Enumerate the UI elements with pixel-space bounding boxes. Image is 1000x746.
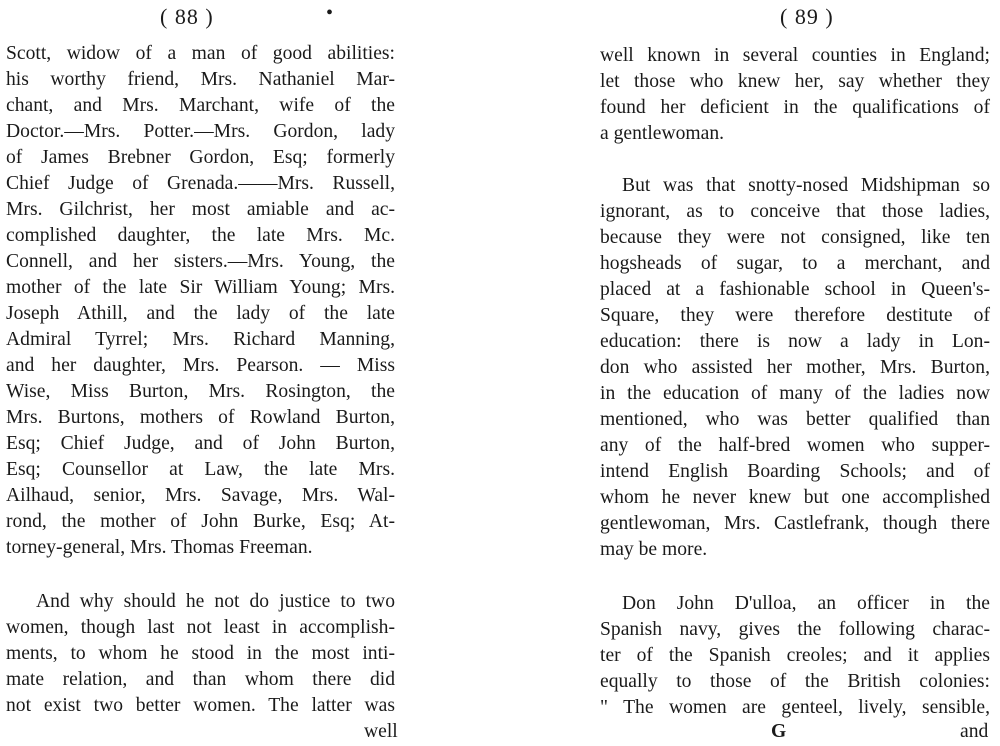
text-line: Esq; Chief Judge, and of John Burton, [6,433,395,454]
catchword-left: well [364,721,398,742]
text-line: mentioned, who was better qualified than [600,409,990,430]
text-line: Spanish navy, gives the following charac- [600,619,990,640]
text-line: education: there is now a lady in Lon- [600,331,990,352]
text-line: don who assisted her mother, Mrs. Burton, [600,357,990,378]
text-line: ter of the Spanish creoles; and it applies [600,645,990,666]
signature-mark: G [771,721,787,742]
text-line: But was that snotty-nosed Midshipman so [622,175,990,196]
text-line: well known in several counties in England; [600,45,990,66]
text-line: And why should he not do justice to two [36,591,395,612]
text-line: placed at a fashionable school in Queen's- [600,279,990,300]
text-line: Admiral Tyrrel; Mrs. Richard Manning, [6,329,395,350]
text-line: let those who knew her, say whether they [600,71,990,92]
text-line: his worthy friend, Mrs. Nathaniel Mar- [6,69,395,90]
text-line: gentlewoman, Mrs. Castlefrank, though there [600,513,990,534]
text-line: women, though last not least in accomplish- [6,617,395,638]
text-line: ignorant, as to conceive that those ladies, [600,201,990,222]
text-line: may be more. [600,539,708,560]
catchword-right: and [960,721,989,742]
text-line: a gentlewoman. [600,123,725,144]
text-line: Mrs. Burtons, mothers of Rowland Burton, [6,407,395,428]
text-line: Doctor.—Mrs. Potter.—Mrs. Gordon, lady [6,121,395,142]
ink-dot: • [326,2,334,24]
page-number-left: ( 88 ) [160,4,214,29]
text-line: rond, the mother of John Burke, Esq; At- [6,511,395,532]
right-page [500,0,1000,746]
text-line: not exist two better women. The latter was [6,695,395,716]
text-line: chant, and Mrs. Marchant, wife of the [6,95,395,116]
text-line: any of the half-bred women who supper- [600,435,990,456]
text-line: Square, they were therefore destitute of [600,305,990,326]
text-line: Mrs. Gilchrist, her most amiable and ac- [6,199,395,220]
text-line: found her deficient in the qualifications of [600,97,990,118]
text-line: Wise, Miss Burton, Mrs. Rosington, the [6,381,395,402]
text-line: whom he never knew but one accomplished [600,487,990,508]
text-line: Scott, widow of a man of good abilities: [6,43,395,64]
text-line: Esq; Counsellor at Law, the late Mrs. [6,459,395,480]
text-line: " The women are genteel, lively, sensible, [600,697,990,718]
text-line: Ailhaud, senior, Mrs. Savage, Mrs. Wal- [6,485,395,506]
text-line: and her daughter, Mrs. Pearson. — Miss [6,355,395,376]
text-line: Chief Judge of Grenada.——Mrs. Russell, [6,173,395,194]
text-line: mate relation, and than whom there did [6,669,395,690]
text-line: complished daughter, the late Mrs. Mc. [6,225,395,246]
text-line: because they were not consigned, like ten [600,227,990,248]
text-line: Connell, and her sisters.—Mrs. Young, the [6,251,395,272]
text-line: mother of the late Sir William Young; Mrs. [6,277,395,298]
text-line: equally to those of the British colonies: [600,671,990,692]
text-line: torney-general, Mrs. Thomas Freeman. [6,537,313,558]
text-line: ments, to whom he stood in the most inti- [6,643,395,664]
text-line: of James Brebner Gordon, Esq; formerly [6,147,395,168]
page-number-right: ( 89 ) [780,4,834,29]
text-line: intend English Boarding Schools; and of [600,461,990,482]
text-line: Joseph Athill, and the lady of the late [6,303,395,324]
text-line: hogsheads of sugar, to a merchant, and [600,253,990,274]
text-line: in the education of many of the ladies now [600,383,990,404]
text-line: Don John D'ulloa, an officer in the [622,593,990,614]
